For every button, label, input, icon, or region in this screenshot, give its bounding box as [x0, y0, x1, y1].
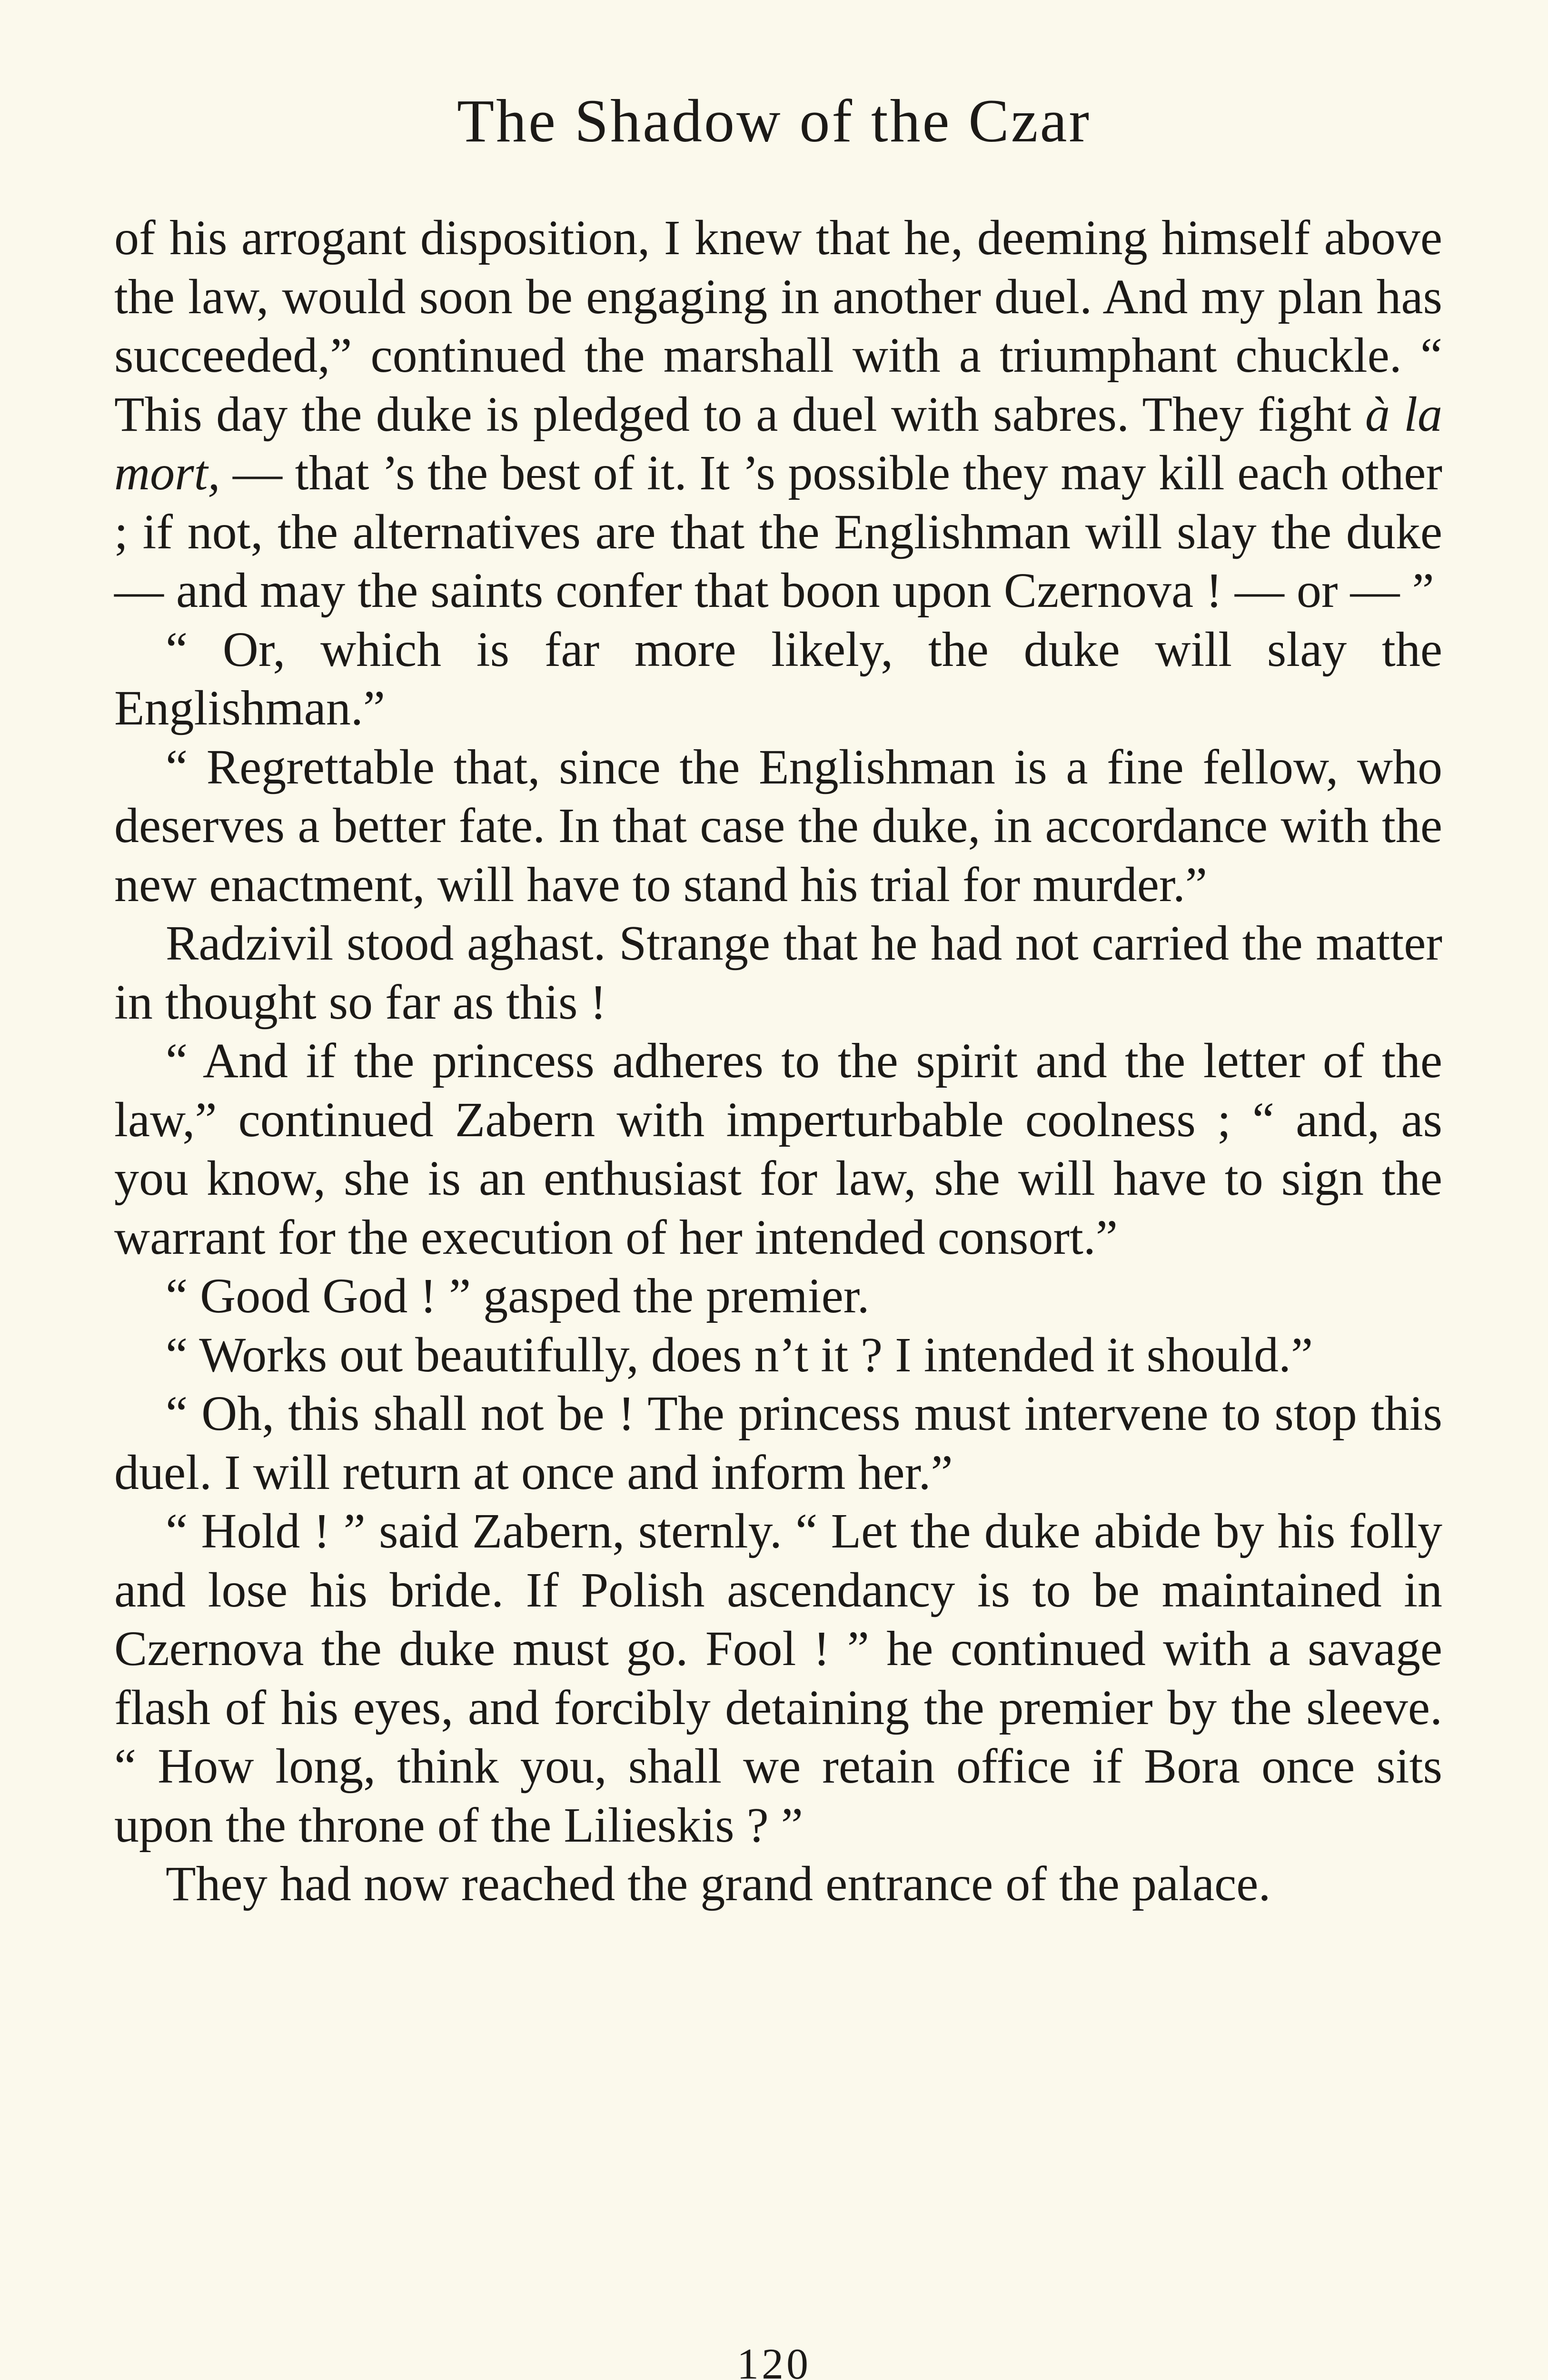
running-head: The Shadow of the Czar: [456, 87, 1092, 155]
text-run: “ Or, which is far more likely, the duke will slay the Englishman.”: [114, 622, 1442, 735]
text-run: of his arrogant disposition, I knew that he, deeming himself above the law, would soon be engaging in another duel. And my plan has succeeded,” continued the marshall with a triumphant chuckle. “ This day the duke is pledged to a duel with sabres. They fight: [114, 210, 1442, 442]
body-text: [114, 208, 1442, 1914]
text-run: “ Hold ! ” said Zabern, sternly. “ Let the duke abide by his folly and lose his bride. If Polish ascendancy is to be maintained in Czernova the duke must go. Fool ! ” he continued with a savage flash of his eyes, and forcibly detaining the premier by the sleeve. “ How long, think you, shall we retain office if Bora once sits upon the throne of the Lilieskis ? ”: [114, 1504, 1442, 1853]
paragraph: [114, 1502, 1442, 1854]
paragraph: [114, 208, 1442, 620]
paragraph: [114, 738, 1442, 914]
text-run: “ Works out beautifully, does n’t it ? I intended it should.”: [166, 1327, 1313, 1382]
text-run: — that ’s the best of it. It ’s possible they may kill each other ; if not, the alternatives are that the Englishman will slay the duke — and may the saints confer that boon upon Czernova ! — or — ”: [114, 446, 1442, 618]
text-run: They had now reached the grand entrance of the palace.: [166, 1856, 1271, 1911]
text-run: “ And if the princess adheres to the spirit and the letter of the law,” continued Zabern with imperturbable coolness ; “ and, as you know, she is an enthusiast for law, she will have to sign the warrant for the execution of her intended consort.”: [114, 1033, 1442, 1265]
paragraph: [114, 1384, 1442, 1502]
text-run: Radzivil stood aghast. Strange that he had not carried the matter in thought so far as this !: [114, 916, 1442, 1030]
text-run: “ Regrettable that, since the Englishman is a fine fellow, who deserves a better fate. In that case the duke, in accordance with the new enactment, will have to stand his trial for murder.”: [114, 739, 1442, 912]
paragraph: [114, 1326, 1442, 1385]
page-number: 120: [737, 2340, 811, 2380]
text-run: “ Good God ! ” gasped the premier.: [166, 1269, 870, 1323]
italic-phrase: à la mort,: [114, 387, 1442, 500]
text-run: “ Oh, this shall not be ! The princess must intervene to stop this duel. I will return at once and inform her.”: [114, 1386, 1442, 1500]
paragraph: [114, 1267, 1442, 1326]
paragraph: [114, 1854, 1442, 1914]
paragraph: [114, 914, 1442, 1031]
paragraph: [114, 620, 1442, 738]
paragraph: [114, 1031, 1442, 1267]
